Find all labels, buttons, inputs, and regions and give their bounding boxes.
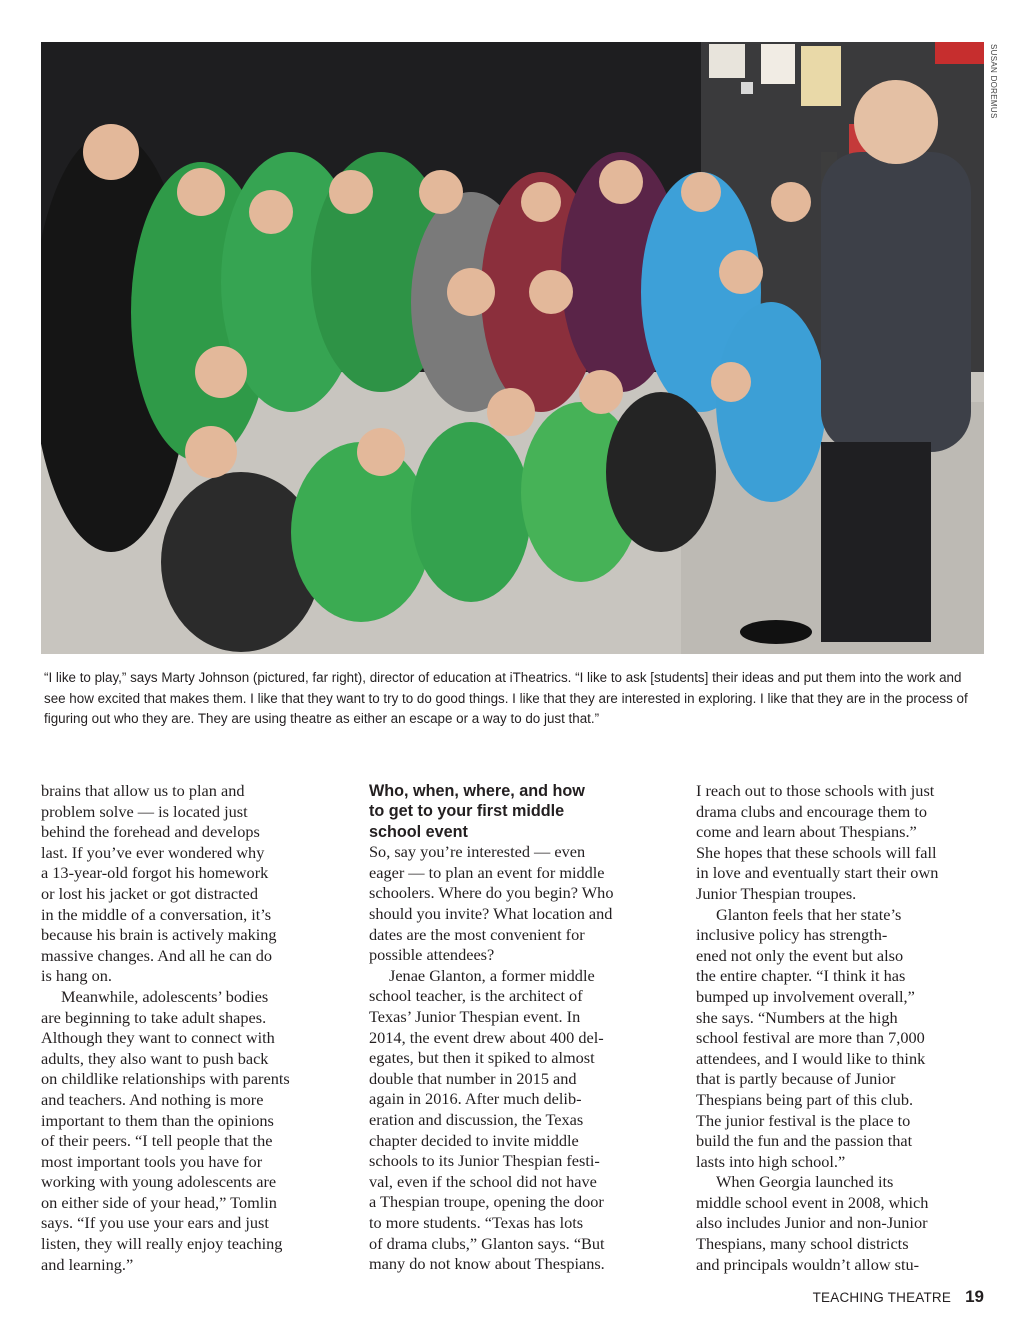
text-line: a 13-year-old forgot his homework: [41, 863, 269, 883]
article-photo: [41, 42, 984, 654]
text-line: brains that allow us to plan and: [41, 781, 245, 800]
text-line: many do not know about Thespians.: [369, 1254, 605, 1274]
text-line: So, say you’re interested — even: [369, 842, 586, 862]
text-line: says. “If you use your ears and just: [41, 1213, 269, 1233]
page-number: 19: [965, 1287, 984, 1306]
text-line: Junior Thespian troupes.: [696, 883, 857, 903]
group-photo-illustration: [41, 42, 984, 654]
text-line: the entire chapter. “I think it has: [696, 966, 906, 986]
text-line: again in 2016. After much delib-: [369, 1089, 582, 1109]
text-line: last. If you’ve ever wondered why: [41, 842, 265, 862]
text-line: eager — to plan an event for middle: [369, 862, 605, 882]
text-line: and learning.”: [41, 1254, 134, 1274]
text-line: school teacher, is the architect of: [369, 986, 583, 1006]
text-line: working with young adolescents are: [41, 1172, 277, 1192]
subhead-line: Who, when, where, and how: [369, 782, 585, 800]
text-line: attendees, and I would like to think: [696, 1048, 926, 1068]
text-line: dates are the most convenient for: [369, 924, 585, 944]
text-line: problem solve — is located just: [41, 801, 248, 821]
text-line: or lost his jacket or got distracted: [41, 883, 259, 903]
text-line: of their peers. “I tell people that the: [41, 1131, 273, 1151]
text-line: school festival are more than 7,000: [696, 1028, 925, 1048]
paragraph: [696, 905, 988, 1173]
text-line: Meanwhile, adolescents’ bodies: [61, 986, 269, 1006]
subhead-line: to get to your first middle: [369, 802, 565, 821]
text-line: on childlike relationships with parents: [41, 1069, 290, 1089]
text-line: eration and discussion, the Texas: [369, 1109, 584, 1129]
photo-credit: SUSAN DOREMUS: [989, 44, 998, 119]
text-line: and teachers. And nothing is more: [41, 1089, 264, 1109]
text-line: are beginning to take adult shapes.: [41, 1007, 267, 1027]
text-line: I reach out to those schools with just: [696, 781, 935, 800]
text-line: behind the forehead and develops: [41, 822, 260, 842]
text-line: Thespians being part of this club.: [696, 1089, 914, 1109]
paragraph: [369, 842, 661, 966]
text-line: she says. “Numbers at the high: [696, 1007, 898, 1027]
text-line: in the middle of a conversation, it’s: [41, 904, 272, 924]
text-line: because his brain is actively making: [41, 925, 277, 945]
text-line: chapter decided to invite middle: [369, 1130, 579, 1150]
text-line: Although they want to connect with: [41, 1028, 275, 1048]
text-line: bumped up involvement overall,”: [696, 986, 915, 1006]
text-line: val, even if the school did not have: [369, 1171, 597, 1191]
text-line: ened not only the event but also: [696, 945, 904, 965]
text-line: of drama clubs,” Glanton says. “But: [369, 1233, 605, 1253]
text-line: double that number in 2015 and: [369, 1068, 577, 1088]
text-line: should you invite? What location and: [369, 904, 613, 923]
text-line: schoolers. Where do you begin? Who: [369, 883, 614, 903]
text-line: lasts into high school.”: [696, 1151, 846, 1171]
text-line: middle school event in 2008, which: [696, 1192, 929, 1212]
text-line: a Thespian troupe, opening the door: [369, 1192, 604, 1212]
paragraph: [369, 966, 661, 1275]
text-line: When Georgia launched its: [716, 1172, 894, 1192]
text-line: is hang on.: [41, 966, 112, 986]
text-line: inclusive policy has strength-: [696, 925, 888, 945]
text-line: 2014, the event drew about 400 del-: [369, 1027, 604, 1047]
article-column-2: [369, 781, 661, 1275]
text-line: The junior festival is the place to: [696, 1110, 911, 1130]
article-column-1: [41, 781, 333, 1275]
article-column-3: [696, 781, 988, 1275]
text-line: Texas’ Junior Thespian event. In: [369, 1006, 581, 1026]
text-line: also includes Junior and non-Junior: [696, 1213, 928, 1233]
text-line: in love and eventually start their own: [696, 863, 939, 883]
text-line: Thespians, many school districts: [696, 1234, 909, 1254]
text-line: on either side of your head,” Tomlin: [41, 1192, 277, 1212]
photo-caption: “I like to play,” says Marty Johnson (pictured, far right), director of education at iTheatrics. “I like to ask [students] their ideas and put them into the work and see how excited that makes them. I like that they want to try to do good things. I like that they are interested in exploring. I like that they are in the process of figuring out who they are. They are using theatre as either an escape or a way to do just that.”: [44, 670, 968, 726]
text-line: important to them than the opinions: [41, 1110, 274, 1130]
text-line: adults, they also want to push back: [41, 1048, 269, 1068]
text-line: She hopes that these schools will fall: [696, 842, 937, 862]
section-subhead: [369, 781, 661, 842]
text-line: drama clubs and encourage them to: [696, 801, 928, 821]
text-line: possible attendees?: [369, 945, 495, 965]
text-line: egates, but then it spiked to almost: [369, 1048, 595, 1068]
subhead-line: school event: [369, 822, 468, 841]
text-line: schools to its Junior Thespian festi-: [369, 1151, 600, 1171]
text-line: Glanton feels that her state’s: [716, 904, 902, 924]
text-line: come and learn about Thespians.”: [696, 822, 917, 842]
text-line: listen, they will really enjoy teaching: [41, 1234, 283, 1254]
publication-name: TEACHING THEATRE: [812, 1290, 952, 1305]
text-line: build the fun and the passion that: [696, 1131, 913, 1151]
page-footer: [813, 1287, 984, 1307]
paragraph: [41, 987, 333, 1275]
text-line: and principals wouldn’t allow stu-: [696, 1254, 920, 1274]
text-line: most important tools you have for: [41, 1151, 263, 1171]
paragraph: [696, 781, 988, 905]
paragraph: [41, 781, 333, 987]
text-line: Jenae Glanton, a former middle: [389, 965, 595, 985]
text-line: massive changes. And all he can do: [41, 945, 273, 965]
paragraph: [696, 1172, 988, 1275]
text-line: that is partly because of Junior: [696, 1069, 896, 1089]
text-line: to more students. “Texas has lots: [369, 1212, 584, 1232]
